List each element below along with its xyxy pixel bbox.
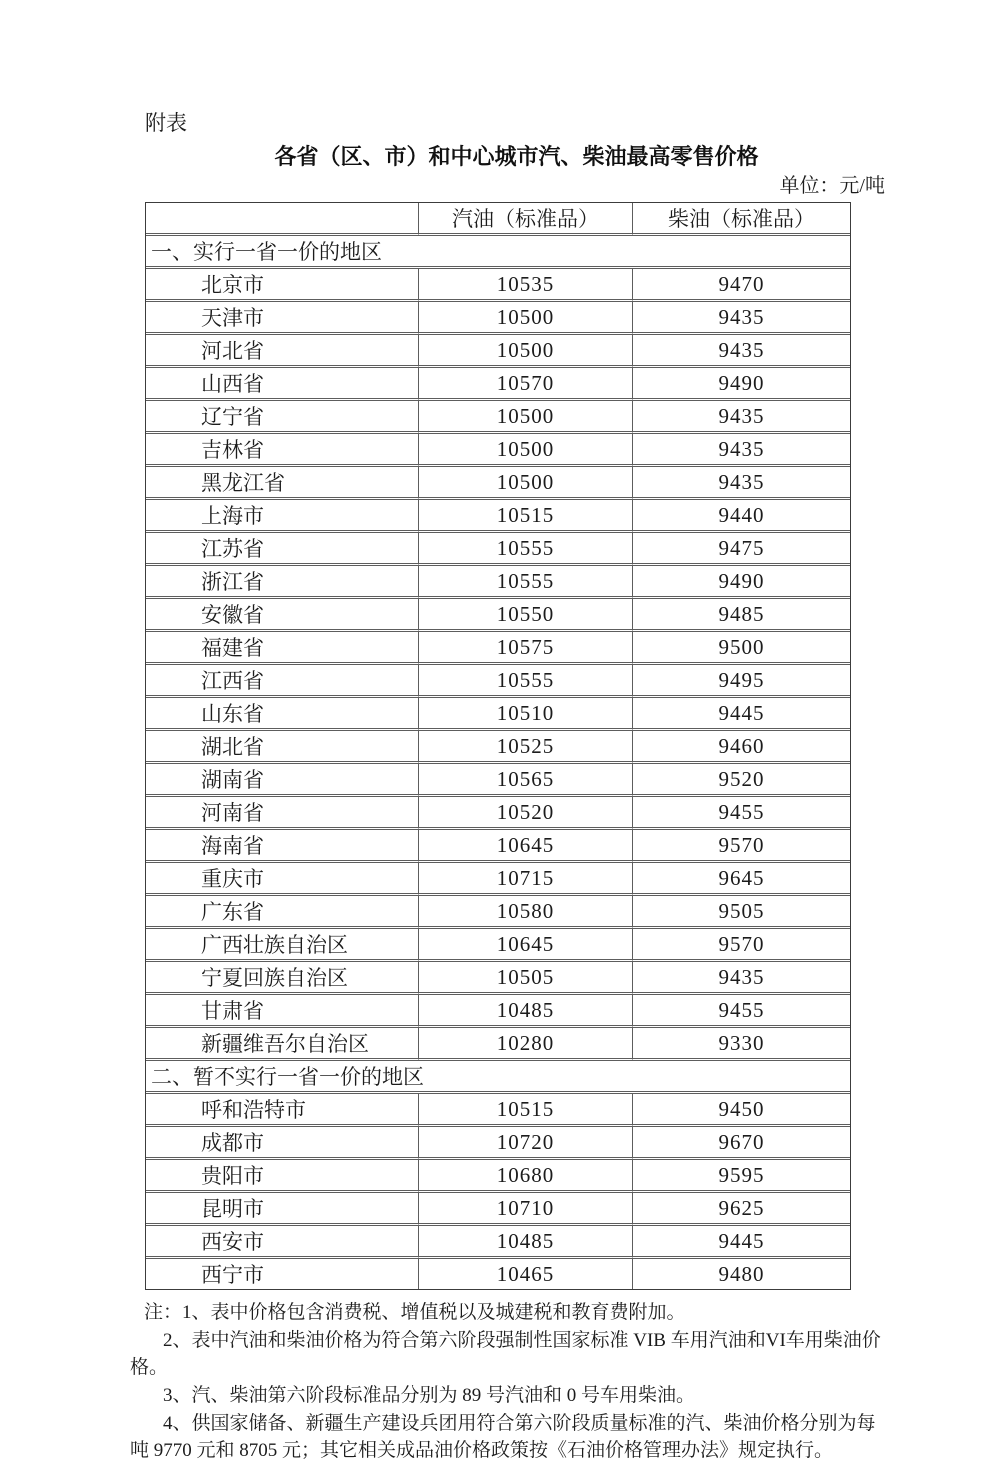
gasoline-cell: 10500 [419,434,633,467]
diesel-cell: 9520 [633,764,850,797]
gasoline-cell: 10555 [419,533,633,566]
gasoline-cell: 10535 [419,269,633,302]
unit-label: 单位：元/吨 [779,175,885,197]
gasoline-cell: 10555 [419,566,633,599]
table-row [146,1193,850,1226]
region-cell: 河北省 [146,335,419,368]
diesel-cell: 9570 [633,830,850,863]
diesel-cell: 9495 [633,665,850,698]
region-cell: 湖北省 [146,731,419,764]
diesel-cell: 9480 [633,1259,850,1289]
gasoline-cell: 10520 [419,797,633,830]
section-header-cell: 一、实行一省一价的地区 [146,236,850,269]
table-row [146,269,850,302]
region-cell: 辽宁省 [146,401,419,434]
table-row [146,632,850,665]
gasoline-cell: 10580 [419,896,633,929]
section-header-row [146,236,850,269]
table-row [146,1127,850,1160]
table-row [146,368,850,401]
table-row [146,962,850,995]
gasoline-cell: 10500 [419,401,633,434]
diesel-cell: 9490 [633,566,850,599]
region-cell: 呼和浩特市 [146,1094,419,1127]
table-row [146,731,850,764]
diesel-cell: 9440 [633,500,850,533]
gasoline-cell: 10720 [419,1127,633,1160]
page-title: 各省（区、市）和中心城市汽、柴油最高零售价格 [274,144,759,169]
diesel-cell: 9475 [633,533,850,566]
table-row [146,764,850,797]
region-cell: 海南省 [146,830,419,863]
diesel-cell: 9625 [633,1193,850,1226]
table-row [146,929,850,962]
gasoline-cell: 10485 [419,995,633,1028]
region-cell: 江苏省 [146,533,419,566]
price-table [145,202,851,1290]
table-row [146,1160,850,1193]
gasoline-cell: 10680 [419,1160,633,1193]
table-row [146,995,850,1028]
table-row [146,1226,850,1259]
diesel-cell: 9460 [633,731,850,764]
region-cell: 湖南省 [146,764,419,797]
diesel-cell: 9435 [633,434,850,467]
diesel-cell: 9505 [633,896,850,929]
gasoline-cell: 10485 [419,1226,633,1259]
region-cell: 浙江省 [146,566,419,599]
table-row [146,566,850,599]
note-item-2: 2、表中汽油和柴油价格为符合第六阶段强制性国家标准 VIB 车用汽油和VI车用柴油价格。 [130,1330,881,1378]
region-cell: 甘肃省 [146,995,419,1028]
gasoline-cell: 10510 [419,698,633,731]
table-row [146,335,850,368]
region-cell: 昆明市 [146,1193,419,1226]
diesel-cell: 9435 [633,335,850,368]
diesel-cell: 9435 [633,467,850,500]
notes-block [130,1299,885,1464]
region-cell: 北京市 [146,269,419,302]
table-row [146,698,850,731]
table-row [146,302,850,335]
diesel-cell: 9570 [633,929,850,962]
table-row [146,467,850,500]
gasoline-cell: 10555 [419,665,633,698]
region-cell: 西安市 [146,1226,419,1259]
gasoline-cell: 10500 [419,467,633,500]
region-cell: 安徽省 [146,599,419,632]
region-cell: 成都市 [146,1127,419,1160]
gasoline-cell: 10500 [419,335,633,368]
table-row [146,599,850,632]
region-cell: 江西省 [146,665,419,698]
gasoline-cell: 10645 [419,929,633,962]
attachment-label: 附表 [145,111,187,135]
section-header-row [146,1061,850,1094]
diesel-cell: 9455 [633,995,850,1028]
table-row [146,896,850,929]
region-cell: 重庆市 [146,863,419,896]
note-item-3: 3、汽、柴油第六阶段标准品分别为 89 号汽油和 0 号车用柴油。 [163,1385,696,1406]
diesel-cell: 9470 [633,269,850,302]
region-cell: 宁夏回族自治区 [146,962,419,995]
note-item-4: 4、供国家储备、新疆生产建设兵团用符合第六阶段质量标准的汽、柴油价格分别为每吨 9770 元和 8705 元；其它相关成品油价格政策按《石油价格管理办法》规定执行。 [130,1413,876,1461]
gasoline-cell: 10710 [419,1193,633,1226]
region-cell: 吉林省 [146,434,419,467]
diesel-cell: 9435 [633,401,850,434]
diesel-cell: 9595 [633,1160,850,1193]
table-row [146,1028,850,1061]
gasoline-cell: 10465 [419,1259,633,1289]
region-cell: 河南省 [146,797,419,830]
diesel-cell: 9490 [633,368,850,401]
region-cell: 广东省 [146,896,419,929]
gasoline-cell: 10280 [419,1028,633,1061]
region-cell: 山西省 [146,368,419,401]
region-cell: 上海市 [146,500,419,533]
gasoline-cell: 10505 [419,962,633,995]
gasoline-cell: 10515 [419,1094,633,1127]
table-row [146,797,850,830]
header-gasoline-cell: 汽油（标准品） [419,203,633,236]
table-row [146,434,850,467]
region-cell: 黑龙江省 [146,467,419,500]
diesel-cell: 9435 [633,962,850,995]
region-cell: 贵阳市 [146,1160,419,1193]
table-row [146,863,850,896]
region-cell: 山东省 [146,698,419,731]
region-cell: 新疆维吾尔自治区 [146,1028,419,1061]
table-row [146,401,850,434]
table-row [146,830,850,863]
gasoline-cell: 10515 [419,500,633,533]
table-row [146,500,850,533]
note-item-1: 注：1、表中价格包含消费税、增值税以及城建税和教育费附加。 [144,1302,686,1323]
table-row [146,665,850,698]
header-diesel-cell: 柴油（标准品） [633,203,850,236]
diesel-cell: 9455 [633,797,850,830]
diesel-cell: 9670 [633,1127,850,1160]
header-region-cell [146,203,419,236]
gasoline-cell: 10550 [419,599,633,632]
gasoline-cell: 10715 [419,863,633,896]
gasoline-cell: 10645 [419,830,633,863]
table-row [146,533,850,566]
diesel-cell: 9500 [633,632,850,665]
diesel-cell: 9450 [633,1094,850,1127]
diesel-cell: 9445 [633,1226,850,1259]
section-header-cell: 二、暂不实行一省一价的地区 [146,1061,850,1094]
gasoline-cell: 10570 [419,368,633,401]
table-row [146,1094,850,1127]
diesel-cell: 9485 [633,599,850,632]
table-header-row [146,203,850,236]
gasoline-cell: 10575 [419,632,633,665]
region-cell: 西宁市 [146,1259,419,1289]
gasoline-cell: 10525 [419,731,633,764]
region-cell: 广西壮族自治区 [146,929,419,962]
table-row [146,1259,850,1289]
gasoline-cell: 10500 [419,302,633,335]
diesel-cell: 9645 [633,863,850,896]
region-cell: 天津市 [146,302,419,335]
gasoline-cell: 10565 [419,764,633,797]
diesel-cell: 9330 [633,1028,850,1061]
diesel-cell: 9435 [633,302,850,335]
region-cell: 福建省 [146,632,419,665]
diesel-cell: 9445 [633,698,850,731]
